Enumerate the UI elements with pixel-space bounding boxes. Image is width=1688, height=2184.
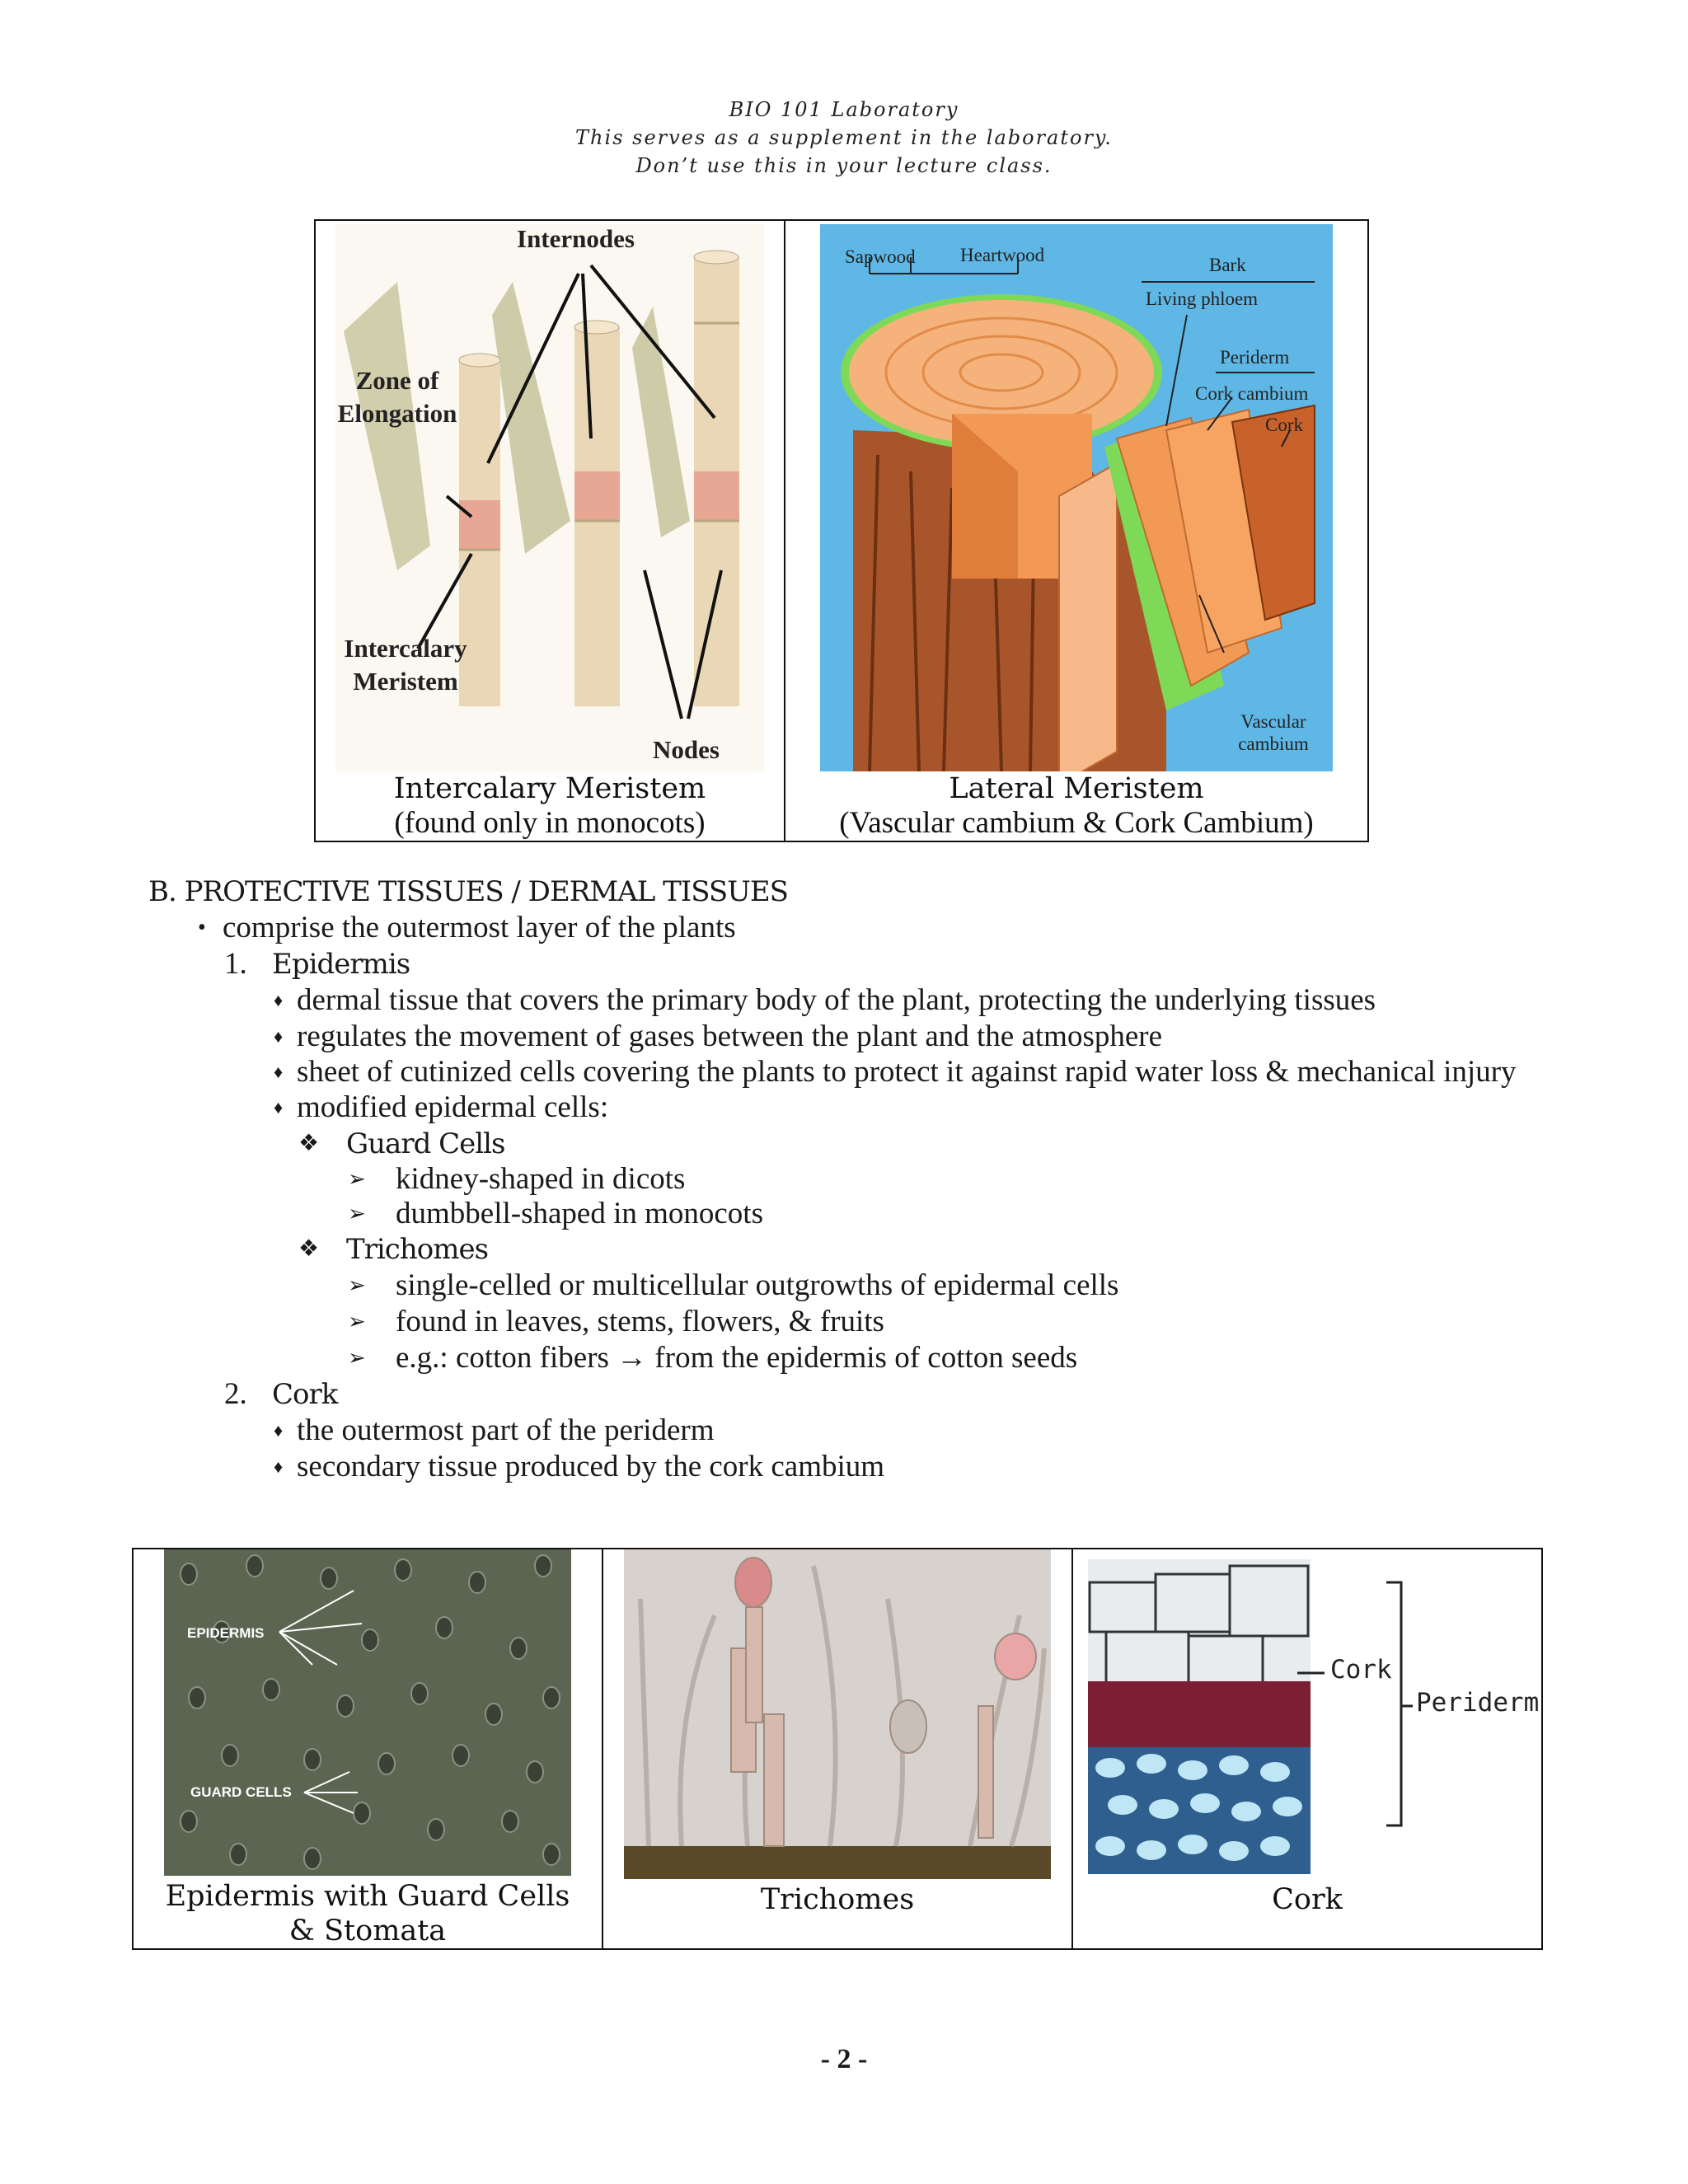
- four-diamond-bullet-icon: ❖: [298, 1236, 320, 1262]
- guard-cells-heading: ❖ Guard Cells: [298, 1127, 505, 1160]
- lateral-caption-title: Lateral Meristem: [949, 772, 1204, 805]
- label-bark: Bark: [1209, 255, 1246, 275]
- list-item: ♦ regulates the movement of gases between the plant and the atmosphere: [274, 1019, 1163, 1053]
- label-periderm-bracket: Periderm: [1416, 1688, 1540, 1718]
- arrow-bullet-icon: ➢: [348, 1346, 366, 1370]
- label-living-phloem: Living phloem: [1146, 288, 1259, 309]
- dermal-tissues-section: [148, 874, 1582, 1485]
- dot-bullet-icon: •: [198, 915, 206, 940]
- list-item: ♦ sheet of cutinized cells covering the plants to protect it against rapid water loss & mechanical injury: [274, 1055, 1517, 1089]
- epidermis-micrograph: [164, 1549, 571, 1876]
- dermal-figure-table: [132, 1548, 1543, 1950]
- arrow-bullet-icon: ➢: [348, 1310, 366, 1333]
- intercalary-meristem-image: [335, 224, 764, 771]
- list-item: ➢ found in leaves, stems, flowers, & fruits: [348, 1305, 884, 1338]
- label-epidermis: EPIDERMIS: [187, 1625, 265, 1641]
- four-diamond-bullet-icon: ❖: [298, 1131, 320, 1156]
- trichomes-caption: Trichomes: [760, 1883, 915, 1916]
- page-header: [0, 96, 1688, 180]
- label-cork-cambium: Cork cambium: [1195, 383, 1309, 404]
- cork-caption: Cork: [1272, 1883, 1343, 1916]
- list-item: ♦ modified epidermal cells:: [274, 1090, 609, 1124]
- diamond-bullet-icon: ♦: [274, 1420, 284, 1441]
- list-item: ♦ the outermost part of the periderm: [274, 1413, 715, 1447]
- list-item: ➢ dumbbell-shaped in monocots: [348, 1197, 763, 1230]
- arrow-bullet-icon: ➢: [348, 1273, 366, 1297]
- diamond-bullet-icon: ♦: [274, 1026, 284, 1047]
- arrow-bullet-icon: ➢: [348, 1202, 366, 1226]
- lateral-cell: [785, 220, 1368, 841]
- header-note: This serves as a supplement in the laboratory.: [575, 126, 1113, 149]
- diamond-bullet-icon: ♦: [274, 1062, 284, 1082]
- intercalary-caption-sub: (found only in monocots): [394, 806, 706, 840]
- label-guard-cells: GUARD CELLS: [190, 1784, 292, 1800]
- page-number: - 2 -: [820, 2044, 868, 2074]
- diamond-bullet-icon: ♦: [274, 1456, 284, 1477]
- label-periderm: Periderm: [1220, 347, 1290, 368]
- label-heartwood: Heartwood: [960, 245, 1045, 265]
- list-item: ➢ e.g.: cotton fibers → from the epidermis of cotton seeds: [348, 1341, 1078, 1375]
- trichomes-micrograph: [624, 1549, 1051, 1879]
- label-nodes: Nodes: [653, 735, 720, 764]
- meristem-figure-table: [314, 219, 1369, 842]
- intro-bullet: • comprise the outermost layer of the plants: [198, 911, 736, 944]
- lateral-meristem-image: [820, 224, 1333, 771]
- list-item: ➢ kidney-shaped in dicots: [348, 1162, 686, 1196]
- epidermis-caption: Epidermis with Guard Cells & Stomata: [165, 1880, 570, 1947]
- label-intercalary-meristem: Intercalary Meristem: [344, 634, 467, 696]
- cork-heading: 2. Cork: [224, 1377, 338, 1411]
- epidermis-cell: [133, 1549, 603, 1949]
- section-heading: B. PROTECTIVE TISSUES / DERMAL TISSUES: [148, 875, 788, 908]
- cork-cell: [1072, 1549, 1542, 1949]
- trichomes-heading: ❖ Trichomes: [298, 1233, 489, 1266]
- lateral-caption-sub: (Vascular cambium & Cork Cambium): [839, 806, 1314, 840]
- epidermis-heading: 1. Epidermis: [224, 947, 410, 981]
- label-cork: Cork: [1330, 1655, 1392, 1685]
- diamond-bullet-icon: ♦: [274, 990, 284, 1010]
- arrow-bullet-icon: ➢: [348, 1167, 366, 1191]
- diamond-bullet-icon: ♦: [274, 1097, 284, 1118]
- list-item: ♦ dermal tissue that covers the primary body of the plant, protecting the underlying tissues: [274, 983, 1376, 1017]
- label-cork-layer: Cork: [1265, 415, 1303, 435]
- cork-micrograph: [1073, 1549, 1541, 1879]
- list-item: ♦ secondary tissue produced by the cork cambium: [274, 1450, 885, 1483]
- trichomes-cell: [603, 1549, 1072, 1949]
- list-item: ➢ single-celled or multicellular outgrowths of epidermal cells: [348, 1268, 1119, 1302]
- label-sapwood: Sapwood: [845, 246, 916, 267]
- label-vascular-cambium: Vascular cambium: [1238, 711, 1309, 754]
- header-course: BIO 101 Laboratory: [729, 98, 959, 121]
- header-warning: Don’t use this in your lecture class.: [635, 154, 1053, 177]
- label-internodes: Internodes: [517, 224, 635, 253]
- intercalary-cell: [315, 220, 785, 841]
- intercalary-caption-title: Intercalary Meristem: [393, 772, 706, 805]
- label-zone-of-elongation: Zone of Elongation: [337, 366, 457, 428]
